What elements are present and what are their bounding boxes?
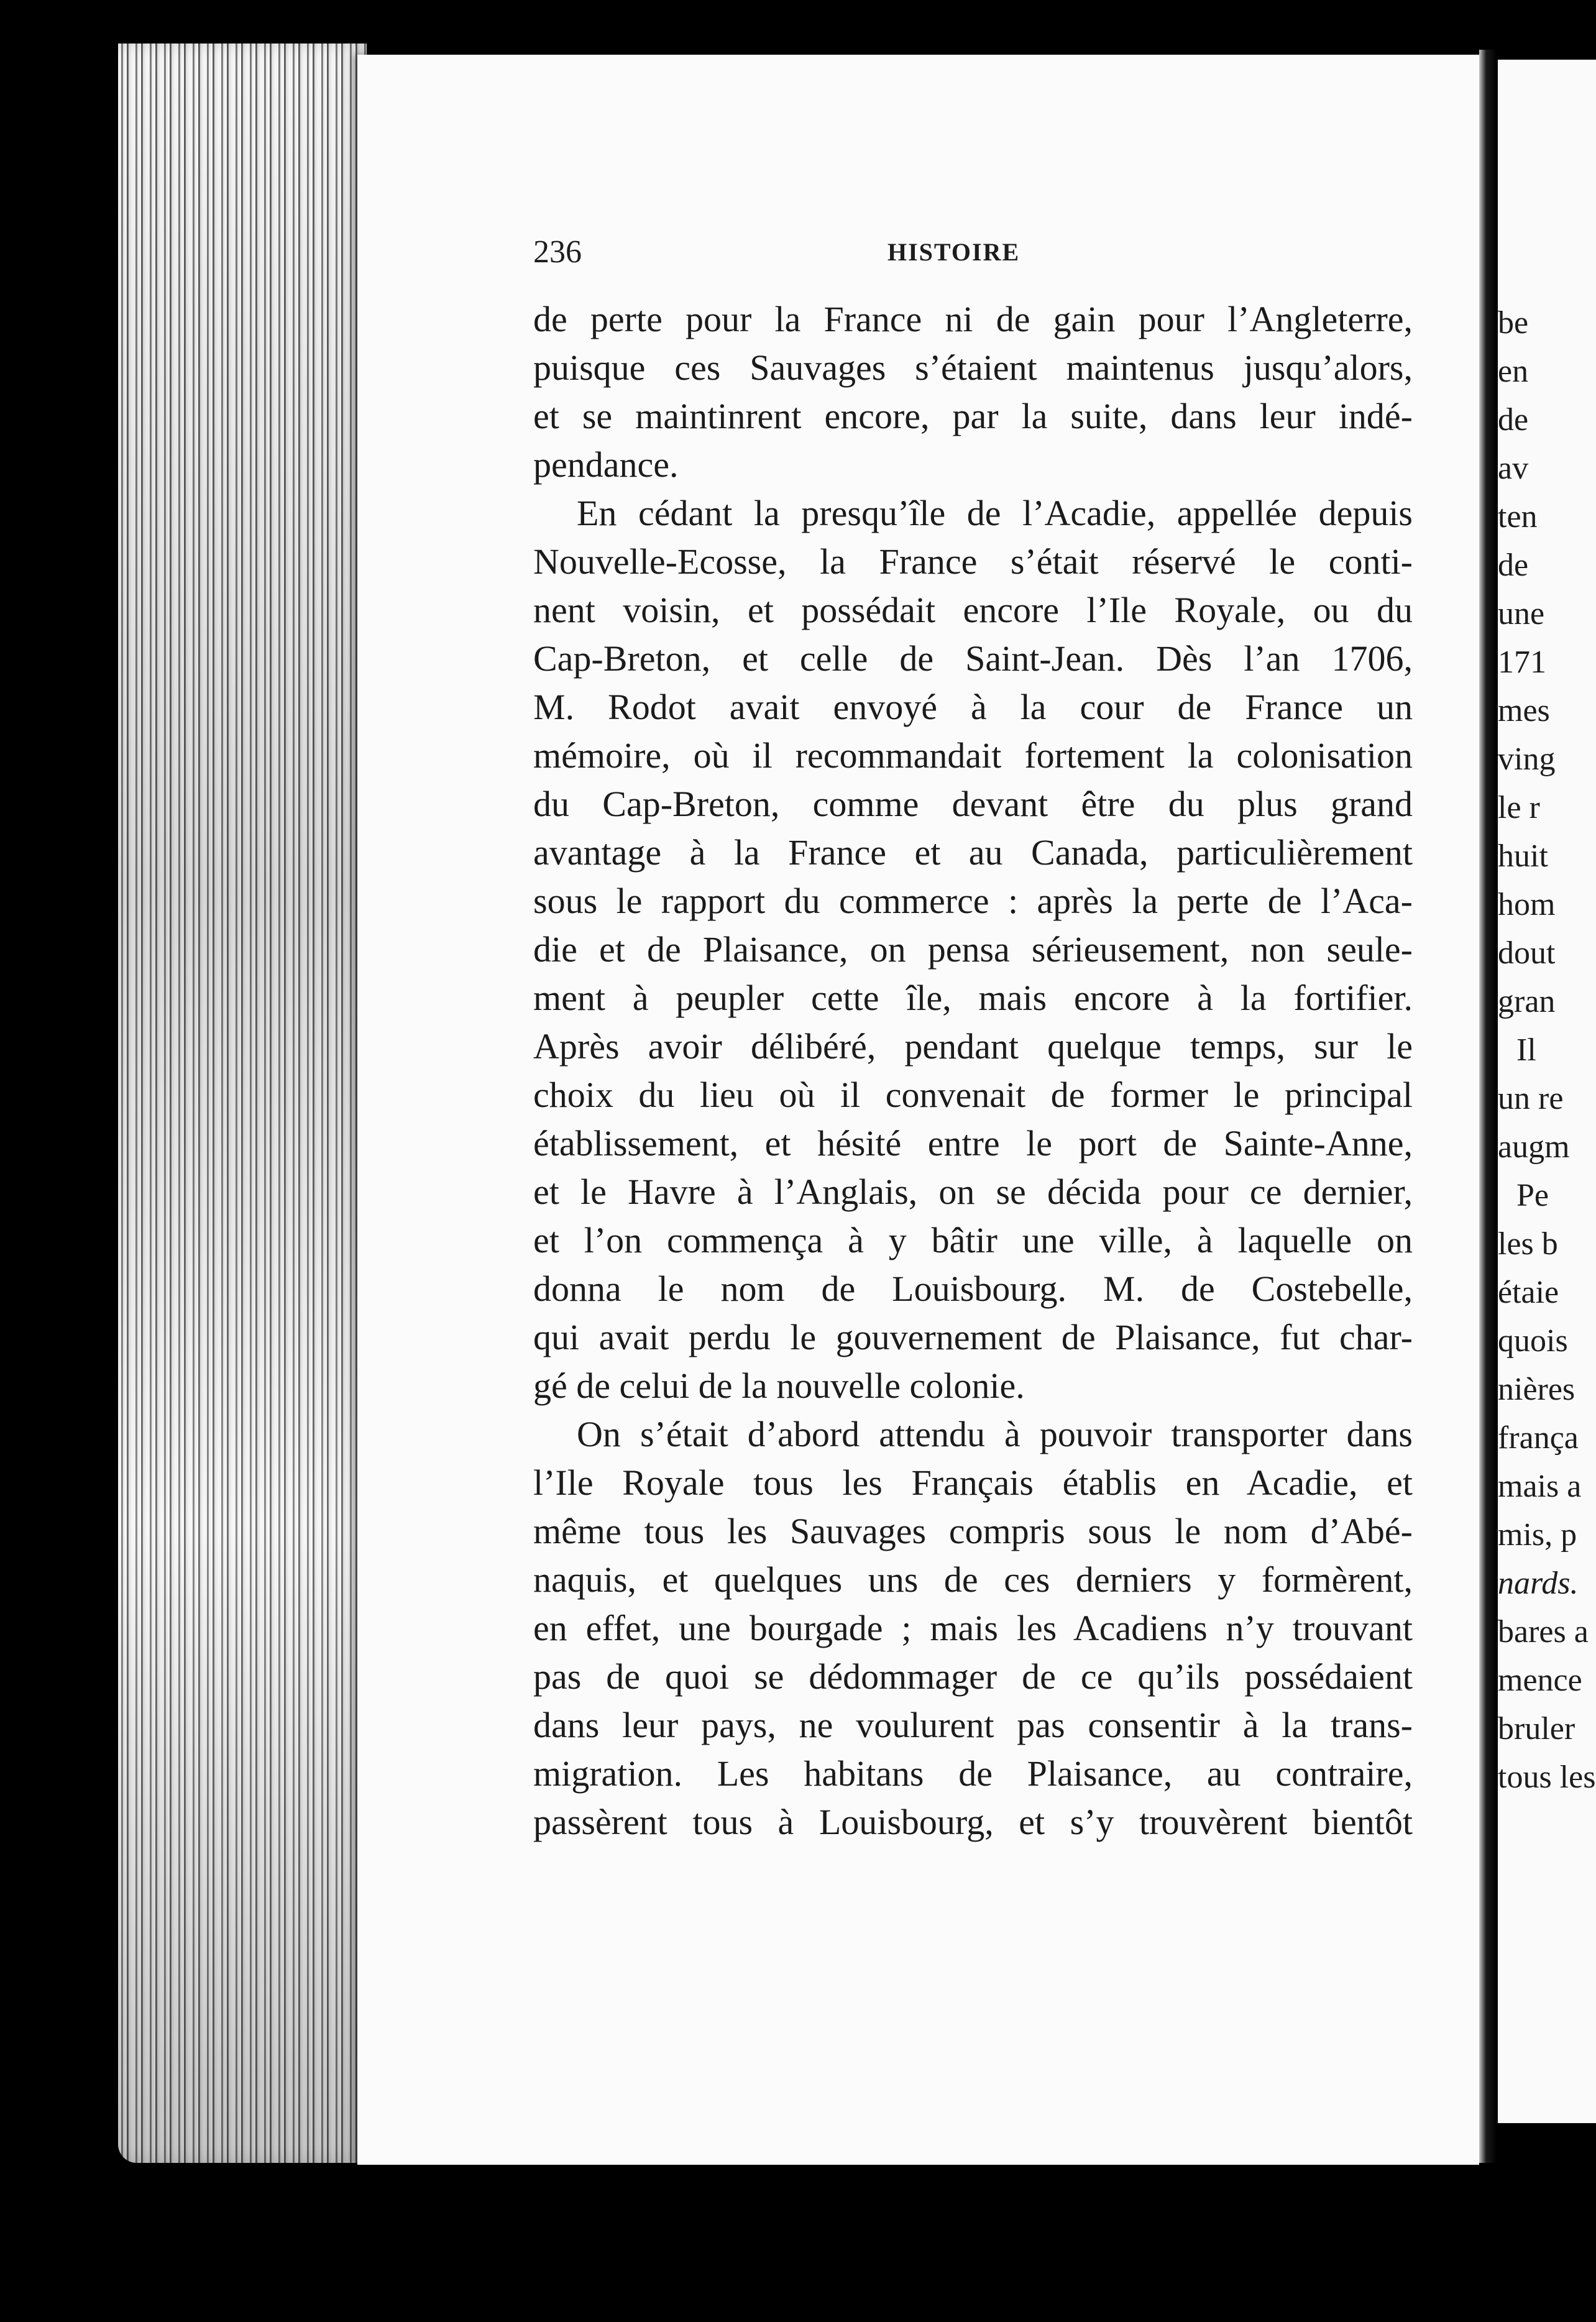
text-line: Après avoir délibéré, pendant quelque temps, sur le (533, 1026, 1413, 1067)
facing-line: les b (1498, 1226, 1558, 1262)
facing-line: 171 (1498, 645, 1546, 680)
text-line: du Cap-Breton, comme devant être du plus grand (533, 784, 1413, 824)
text-line: M. Rodot avait envoyé à la cour de France un (533, 687, 1413, 727)
page-header (533, 234, 1043, 277)
text-line: qui avait perdu le gouvernement de Plaisance, fut char- (533, 1317, 1413, 1357)
text-line: en effet, une bourgade ; mais les Acadiens n’y trouvant (533, 1608, 1413, 1648)
text-line: On s’était d’abord attendu à pouvoir transporter dans (577, 1414, 1413, 1454)
text-line: et le Havre à l’Anglais, on se décida pour ce dernier, (533, 1172, 1413, 1212)
facing-line: nards. (1498, 1566, 1579, 1601)
page-edges (118, 44, 367, 2163)
facing-line: bruler (1498, 1711, 1575, 1746)
paragraph (533, 1410, 1413, 1847)
facing-line: ten (1498, 499, 1538, 535)
facing-line: quois (1498, 1323, 1568, 1359)
text-line: die et de Plaisance, on pensa sérieusement, non seule- (533, 929, 1413, 970)
paragraph (533, 489, 1413, 1410)
facing-line: tous les (1498, 1760, 1596, 1795)
facing-line: de (1498, 402, 1529, 438)
text-line: et se maintinrent encore, par la suite, dans leur indé- (533, 396, 1413, 436)
facing-line: Il (1516, 1032, 1536, 1068)
text-line: l’Ile Royale tous les Français établis en Acadie, et (533, 1462, 1413, 1503)
text-line: avantage à la France et au Canada, particulièrement (533, 832, 1413, 873)
facing-line: nières (1498, 1372, 1575, 1407)
text-line: naquis, et quelques uns de ces derniers y formèrent, (533, 1559, 1413, 1600)
text-line: sous le rapport du commerce : après la perte de l’Aca- (533, 881, 1413, 921)
text-line: pas de quoi se dédommager de ce qu’ils possédaient (533, 1656, 1413, 1697)
facing-line: gran (1498, 984, 1556, 1019)
text-line: dans leur pays, ne voulurent pas consentir à la trans- (533, 1705, 1413, 1745)
text-line: Cap-Breton, et celle de Saint-Jean. Dès l’an 1706, (533, 638, 1413, 679)
text-line: établissement, et hésité entre le port de Sainte-Anne, (533, 1123, 1413, 1163)
facing-line: av (1498, 451, 1529, 486)
text-line: même tous les Sauvages compris sous le nom d’Abé- (533, 1511, 1413, 1551)
page-number: 236 (533, 234, 582, 270)
facing-line: le r (1498, 790, 1540, 825)
facing-line: mis, p (1498, 1517, 1577, 1553)
text-line: puisque ces Sauvages s’étaient maintenus jusqu’alors, (533, 347, 1413, 388)
text-line: de perte pour la France ni de gain pour l’Angleterre, (533, 299, 1413, 339)
facing-line: be (1498, 305, 1529, 341)
text-line: En cédant la presqu’île de l’Acadie, appellée depuis (577, 493, 1413, 533)
text-line: choix du lieu où il convenait de former le principal (533, 1075, 1413, 1115)
text-line: pendance. (533, 444, 679, 485)
facing-line: augm (1498, 1129, 1570, 1165)
text-line: et l’on commença à y bâtir une ville, à laquelle on (533, 1220, 1413, 1260)
body-text (533, 295, 1413, 1847)
facing-line: Pe (1516, 1178, 1549, 1213)
facing-line: mence (1498, 1663, 1582, 1698)
book-gutter (1479, 50, 1497, 2163)
text-line: mémoire, où il recommandait fortement la colonisation (533, 735, 1413, 776)
facing-page-text (1498, 299, 1596, 1802)
facing-line: huit (1498, 838, 1548, 874)
text-line: nent voisin, et possédait encore l’Ile Royale, ou du (533, 590, 1413, 630)
text-line: passèrent tous à Louisbourg, et s’y trouvèrent bientôt (533, 1802, 1413, 1842)
text-line: gé de celui de la nouvelle colonie. (533, 1365, 1025, 1406)
facing-line: un re (1498, 1081, 1564, 1116)
facing-line: mais a (1498, 1469, 1582, 1504)
text-line: donna le nom de Louisbourg. M. de Costebelle, (533, 1269, 1413, 1309)
facing-line: hom (1498, 887, 1556, 922)
paragraph (533, 295, 1413, 489)
facing-line: ving (1498, 741, 1556, 777)
facing-line: étaie (1498, 1275, 1559, 1310)
facing-line: mes (1498, 693, 1550, 728)
facing-line: en (1498, 354, 1529, 389)
text-line: Nouvelle-Ecosse, la France s’était réservé le conti- (533, 541, 1413, 582)
text-line: migration. Les habitans de Plaisance, au contraire, (533, 1753, 1413, 1794)
facing-line: bares a (1498, 1614, 1589, 1650)
facing-line: dout (1498, 935, 1556, 971)
text-line: ment à peupler cette île, mais encore à la fortifier. (533, 978, 1413, 1018)
facing-page (1498, 60, 1596, 2123)
facing-line: une (1498, 596, 1545, 631)
facing-line: de (1498, 548, 1529, 583)
facing-line: frança (1498, 1420, 1579, 1456)
running-head: HISTOIRE (887, 238, 1020, 266)
